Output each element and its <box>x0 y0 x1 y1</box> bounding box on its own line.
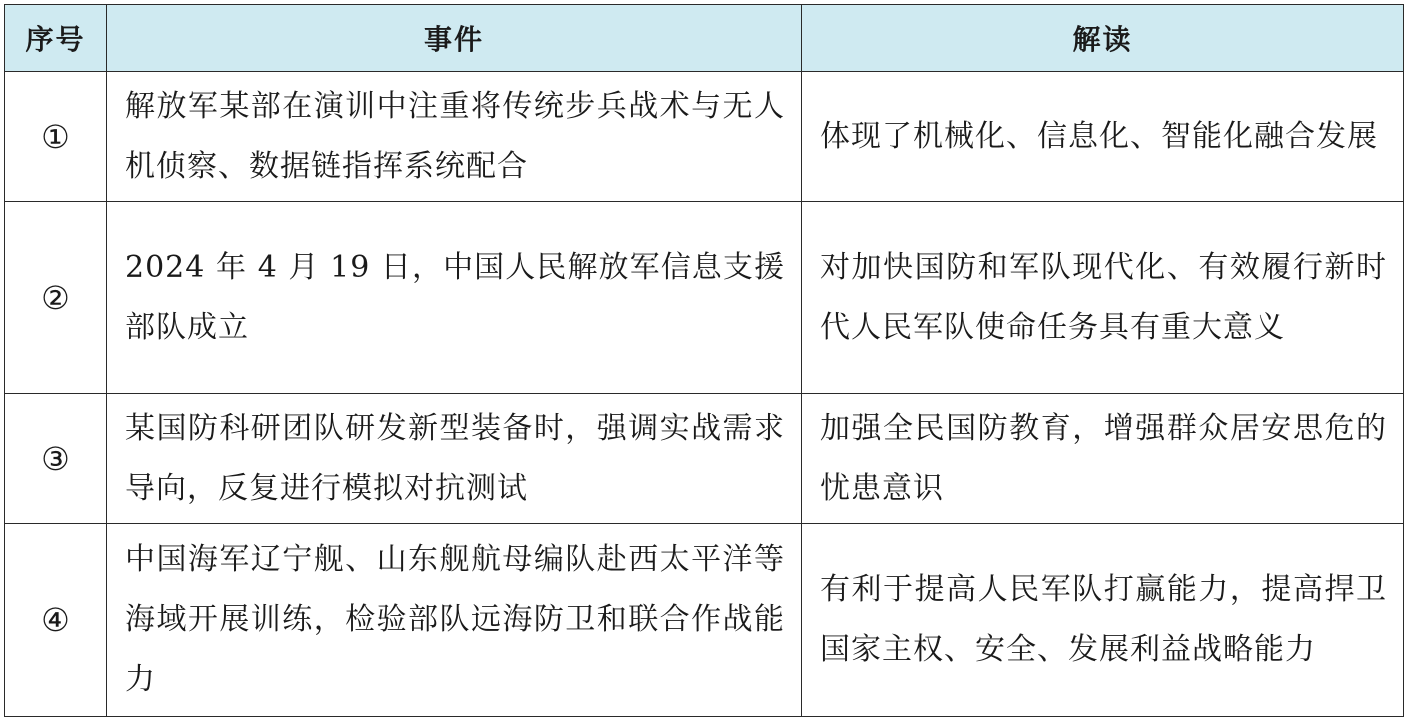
events-table <box>4 4 1404 717</box>
table-row <box>5 394 1404 524</box>
row-number: ② <box>5 202 107 394</box>
events-table-container <box>4 4 1403 715</box>
table-header <box>5 5 1404 72</box>
table-row <box>5 202 1404 394</box>
interpretation-cell: 对加快国防和军队现代化、有效履行新时代人民军队使命任务具有重大意义 <box>802 202 1404 394</box>
header-no: 序号 <box>5 5 107 72</box>
row-number: ③ <box>5 394 107 524</box>
interpretation-cell: 加强全民国防教育，增强群众居安思危的忧患意识 <box>802 394 1404 524</box>
table-body <box>5 72 1404 717</box>
row-number: ① <box>5 72 107 202</box>
event-cell: 解放军某部在演训中注重将传统步兵战术与无人机侦察、数据链指挥系统配合 <box>107 72 802 202</box>
table-row <box>5 72 1404 202</box>
interpretation-cell: 有利于提高人民军队打赢能力，提高捍卫国家主权、安全、发展利益战略能力 <box>802 524 1404 717</box>
table-row <box>5 524 1404 717</box>
header-interpretation: 解读 <box>802 5 1404 72</box>
row-number: ④ <box>5 524 107 717</box>
event-cell: 某国防科研团队研发新型装备时，强调实战需求导向，反复进行模拟对抗测试 <box>107 394 802 524</box>
event-cell: 2024 年 4 月 19 日，中国人民解放军信息支援部队成立 <box>107 202 802 394</box>
header-event: 事件 <box>107 5 802 72</box>
event-cell: 中国海军辽宁舰、山东舰航母编队赴西太平洋等海域开展训练，检验部队远海防卫和联合作战能力 <box>107 524 802 717</box>
header-row <box>5 5 1404 72</box>
interpretation-cell: 体现了机械化、信息化、智能化融合发展 <box>802 72 1404 202</box>
